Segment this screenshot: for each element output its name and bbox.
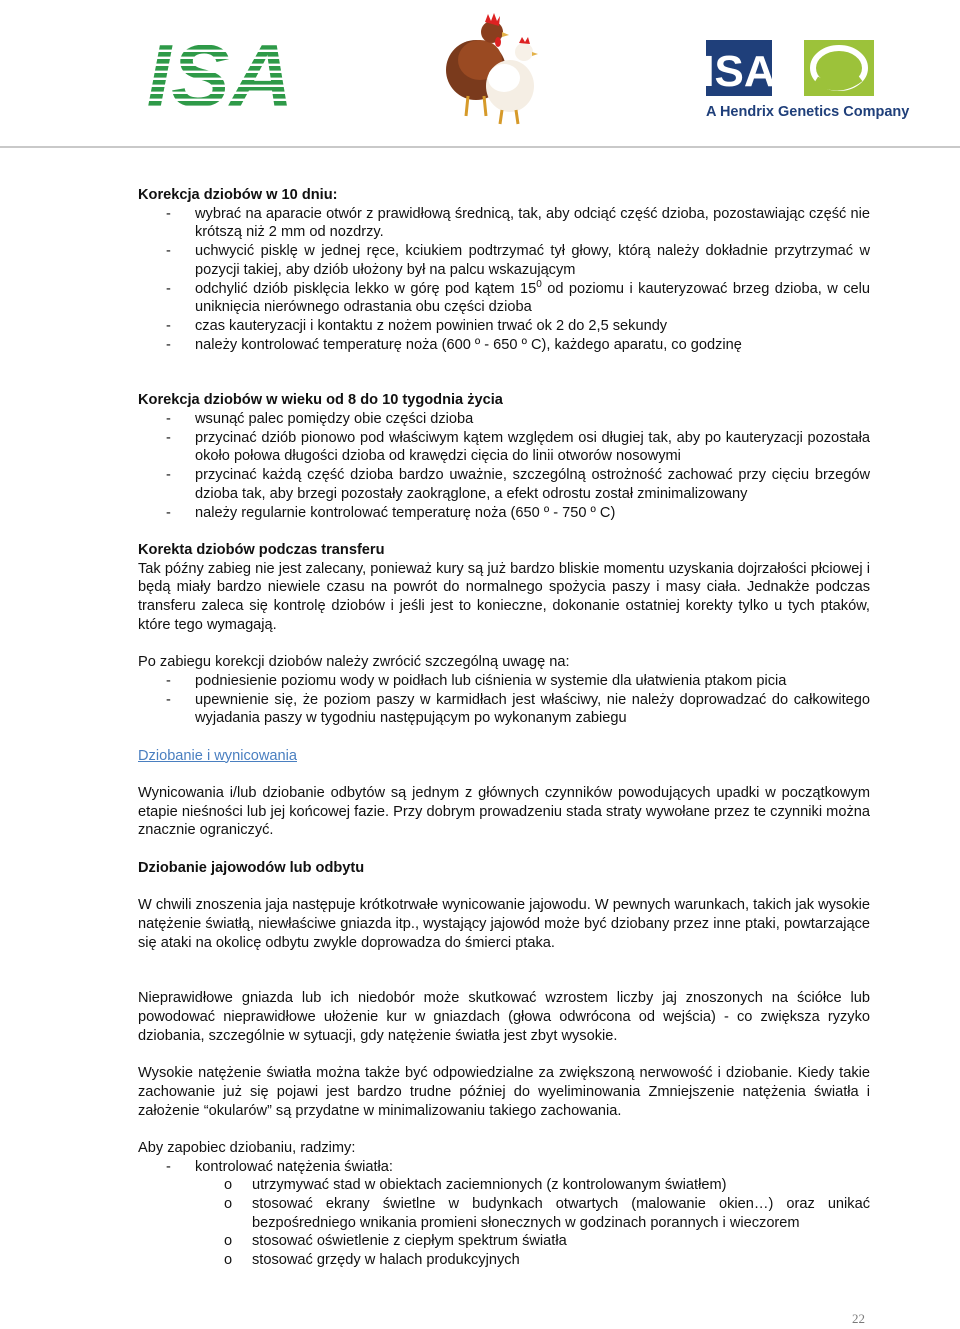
paragraph-vent-2: Nieprawidłowe gniazda lub ich niedobór może skutkować wzrostem liczby jaj znoszonych na ściółce lub powodować nieprawidłowe ułożenie kur w gniazdach (głowa odwrócona od wejścia) - co zwiększa ryzyko dziobania, szczególnie w sytuacji, gdy natężenie światła jest zbyt wysokie. [138, 990, 870, 1044]
sub-list-item: o stosować ekrany świetlne w budynkach otwartych (malowanie okien…) oraz unikać bezpośredniego wnikania promieni słonecznych w godzinach porannych i wieczorem [138, 1195, 870, 1232]
list-item: - należy regularnie kontrolować temperaturę noża (650 º - 750 º C) [138, 504, 870, 523]
list-item [138, 280, 870, 317]
list-item: - kontrolować natężenia światła: [138, 1158, 870, 1177]
section-title-week8-10: Korekcja dziobów w wieku od 8 do 10 tygodnia życia [138, 392, 503, 409]
sub-list-item: o stosować oświetlenie z ciepłym spektrum światła [138, 1232, 870, 1251]
list-item-text: odchylić dziób pisklęcia lekko w górę pod kątem 15 [195, 280, 537, 297]
sub-list-item: o stosować grzędy w halach produkcyjnych [138, 1251, 870, 1270]
paragraph-vent-1: W chwili znoszenia jaja następuje krótkotrwałe wynicowanie jajowodu. W pewnych warunkach, takich jak wysokie natężenie światłą, niewłaściwe gniazda itp., wystający jajowód może być dziobany przez inne ptaki, powtarzające się ataki na okolicę odbytu zwykle doprowadza do śmierci ptaka. [138, 897, 870, 951]
section-title-day10: Korekcja dziobów w 10 dniu: [138, 187, 338, 203]
list-item: - należy kontrolować temperaturę noża (600 º - 650 º C), każdego aparatu, co godzinę [138, 336, 870, 355]
pecking-link[interactable]: Dziobanie i wynicowania [138, 747, 297, 764]
isa-logo-right [700, 40, 910, 122]
paragraph-after-correction: Po zabiegu korekcji dziobów należy zwrócić szczególną uwagę na: [138, 654, 570, 671]
paragraph-vent-3: Wysokie natężenie światła można także być odpowiedzialne za zwiększoną nerwowość i dziobanie. Kiedy takie zachowanie już się pojawi jest bardzo trudne później do wyeliminowania Zmniejszenie natężenia światła i założenie “okularów” są przydatne w minimalizowaniu takiego zachowania. [138, 1065, 870, 1119]
list-item: - przycinać każdą część dzioba bardzo uważnie, szczególną ostrożność zachować przy cięciu brzegów dzioba tak, aby brzegi pozostały zaokrąglone, a efekt odrostu został zminimalizowany [138, 466, 870, 503]
list-item: - wsunąć palec pomiędzy obie części dzioba [138, 410, 870, 429]
list-after-correction [138, 672, 870, 728]
list-item: - czas kauteryzacji i kontaktu z nożem powinien trwać ok 2 do 2,5 sekundy [138, 317, 870, 336]
paragraph-transfer: Tak późny zabieg nie jest zalecany, ponieważ kury są już bardzo bliskie momentu uzyskania dojrzałości płciowej i będą miały bardzo niewiele czasu na powrót do normalnego spożycia paszy i masy ciała. Jednakże podczas transferu zaleca się kontrolę dziobów i jeśli jest to konieczne, dokonanie ostatniej korekty tylko u tych ptaków, które tego wymagają. [138, 560, 870, 633]
document-body [138, 186, 870, 1270]
list-item-text-rest: od poziomu i kauteryzować brzeg dzioba, w celu uniknięcia nierównego odrastania obu części dzioba [195, 280, 871, 316]
chickens-illustration [440, 8, 546, 128]
sub-list-item: o utrzymywać stad w obiektach zaciemnionych (z kontrolowanym światłem) [138, 1176, 870, 1195]
section-title-vent-pecking: Dziobanie jajowodów lub odbytu [138, 859, 365, 876]
svg-text:A Hendrix Genetics Company: A Hendrix Genetics Company [706, 104, 910, 120]
list-week8-10 [138, 410, 870, 522]
list-item: - wybrać na aparacie otwór z prawidłową średnicą, tak, aby odciąć część dzioba, pozostawiając część nie krótszą niż 2 mm od nozdrzy. [138, 205, 870, 242]
list-item: - uchwycić pisklę w jednej ręce, kciukiem podtrzymać tył głowy, którą należy dokładnie przytrzymać w pozycji takiej, aby dziób ułożony był na palcu wskazującym [138, 242, 870, 279]
section-title-transfer: Korekta dziobów podczas transferu [138, 541, 385, 558]
list-advice-sub [138, 1176, 870, 1270]
page-header [0, 0, 960, 148]
svg-text:ISA: ISA [702, 47, 776, 96]
list-item: - upewnienie się, że poziom paszy w karmidłach jest właściwy, nie należy doprowadzać do całkowitego wyjadania paszy w tygodniu następującym po wykonanym zabiegu [138, 691, 870, 728]
header-divider [0, 146, 960, 148]
list-day10 [138, 205, 870, 355]
heading-link-pecking[interactable] [138, 747, 870, 766]
paragraph-advice-intro: Aby zapobiec dziobaniu, radzimy: [138, 1139, 356, 1156]
list-item: - podniesienie poziomu wody w poidłach lub ciśnienia w systemie dla ułatwienia ptakom picia [138, 672, 870, 691]
paragraph-prolapse: Wynicowania i/lub dziobanie odbytów są jednym z głównych czynników powodujących upadki w początkowym etapie nieśności lub jej końcowej fazie. Przy dobrym prowadzeniu stada straty wywołane przez te czynniki można znacznie ograniczyć. [138, 785, 870, 839]
page-number: 22 [852, 1311, 865, 1326]
svg-text:ISA: ISA [146, 26, 294, 125]
list-item: - przycinać dziób pionowo pod właściwym kątem względem osi długiej tak, aby po kauteryzacji pozostała około połowa długości dzioba od krawędzi cięcia do linii otworów nosowymi [138, 429, 870, 466]
degree-superscript: 0 [536, 278, 542, 290]
isa-logo-left [136, 26, 304, 125]
list-advice [138, 1158, 870, 1177]
